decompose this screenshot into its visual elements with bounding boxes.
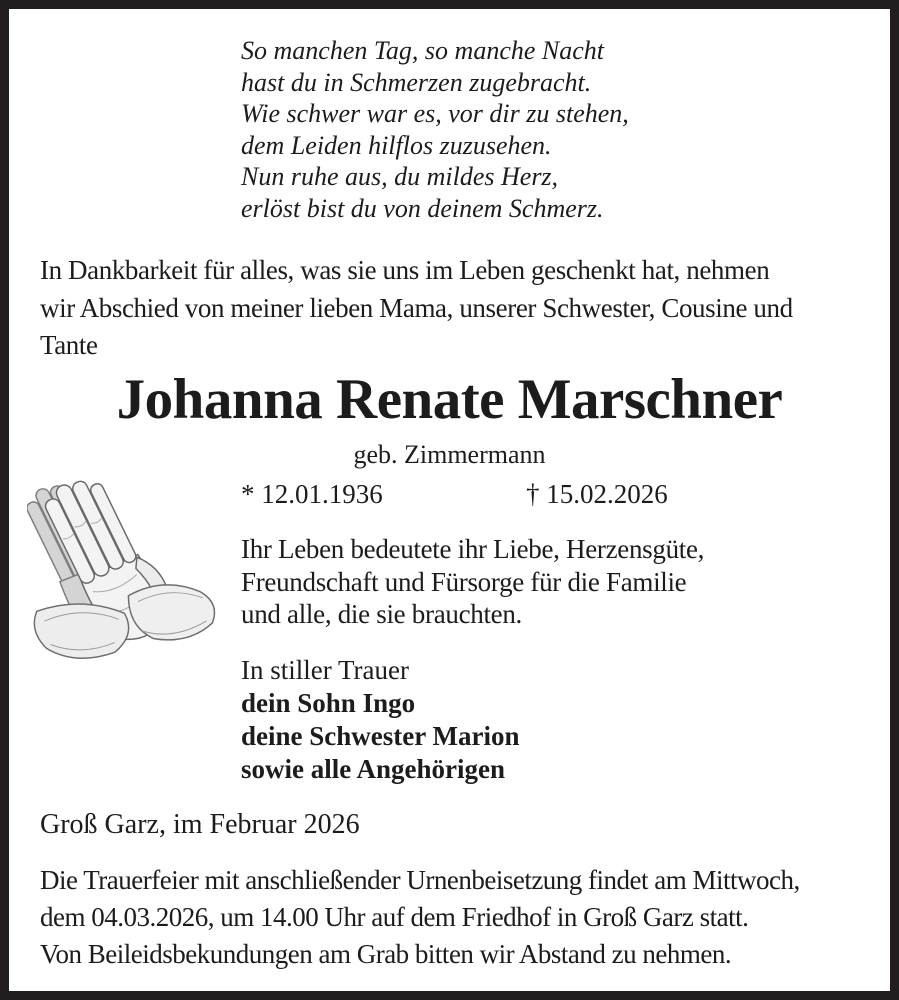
birth-date: * 12.01.1936	[241, 479, 383, 509]
tribute-line: Freundschaft und Fürsorge für die Familie	[241, 566, 687, 597]
death-date: † 15.02.2026	[526, 479, 668, 509]
mourning-intro: In stiller Trauer	[241, 655, 409, 685]
tribute-line: und alle, die sie brauchten.	[241, 599, 522, 629]
funeral-line: dem 04.03.2026, um 14.00 Uhr auf dem Friedhof in Groß Garz statt.	[40, 902, 749, 932]
mourner: sowie alle Angehörigen	[241, 754, 505, 784]
poem-line: erlöst bist du von deinem Schmerz.	[241, 193, 604, 223]
poem-line: hast du in Schmerzen zugebracht.	[241, 67, 592, 97]
intro-line: In Dankbarkeit für alles, was sie uns im Leben geschenkt hat, nehmen	[40, 255, 770, 285]
tribute-line: Ihr Leben bedeutete ihr Liebe, Herzensgüte,	[241, 534, 705, 564]
mourner: dein Sohn Ingo	[241, 688, 416, 718]
poem-line: Nun ruhe aus, du mildes Herz,	[241, 162, 559, 191]
tribute-text	[241, 533, 704, 631]
maiden-name: geb. Zimmermann	[353, 440, 546, 469]
intro-line: Tante	[40, 330, 98, 360]
praying-hands-illustration	[27, 459, 222, 674]
place-and-date: Groß Garz, im Februar 2026	[40, 809, 360, 840]
poem-line: So manchen Tag, so manche Nacht	[241, 36, 605, 65]
gratitude-intro	[40, 252, 880, 365]
funeral-line: Die Trauerfeier mit anschließender Urnenbeisetzung findet am Mittwoch,	[40, 865, 800, 895]
poem-line: dem Leiden hilflos zuzusehen.	[241, 130, 552, 160]
funeral-information	[40, 862, 885, 973]
mourning-section	[241, 654, 519, 786]
deceased-name: Johanna Renate Marschner	[116, 368, 783, 431]
notice-content	[9, 9, 890, 991]
intro-line: wir Abschied von meiner lieben Mama, unserer Schwester, Cousine und	[40, 292, 793, 323]
funeral-line: Von Beileidsbekundungen am Grab bitten wir Abstand zu nehmen.	[40, 939, 732, 969]
poem-line: Wie schwer war es, vor dir zu stehen,	[241, 99, 629, 128]
memorial-poem	[241, 35, 629, 224]
mourner: deine Schwester Marion	[241, 721, 520, 751]
